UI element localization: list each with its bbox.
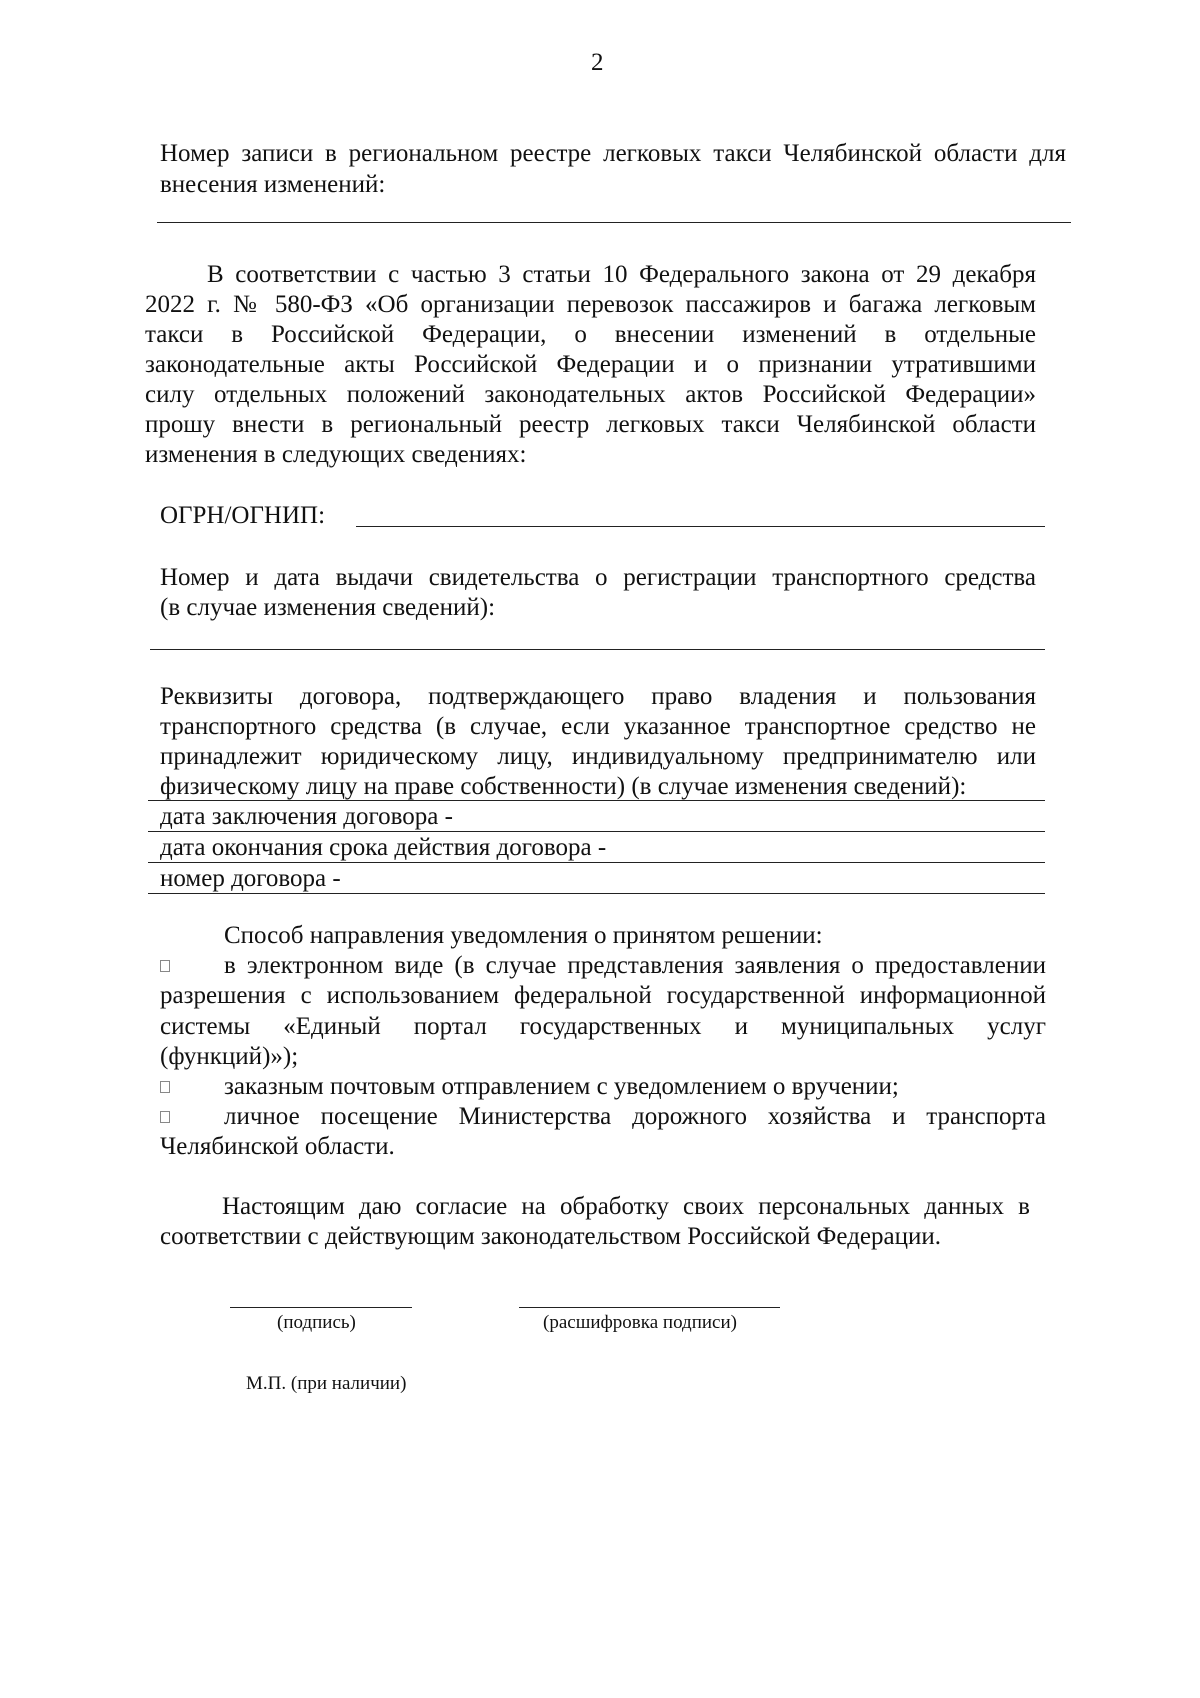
page-number: 2 — [591, 49, 604, 76]
contract-end-date-label: дата окончания срока действия договора - — [160, 834, 607, 861]
contract-number-label: номер договора - — [160, 865, 341, 892]
option-mail: заказным почтовым отправлением с уведомлением о вручении; — [224, 1073, 899, 1100]
request-line-5: силу отдельных положений законодательных актов Российской Федерации» — [145, 381, 1036, 408]
signature-field[interactable] — [230, 1307, 412, 1308]
signature-decode-field[interactable] — [519, 1307, 780, 1308]
option-electronic-line-3: системы «Единый портал государственных и муниципальных услуг — [160, 1013, 1046, 1040]
request-line-2: 2022 г. № 580-ФЗ «Об организации перевозок пассажиров и багажа легковым — [145, 291, 1036, 318]
request-line-4: законодательные акты Российской Федерации и о признании утратившими — [145, 351, 1036, 378]
certificate-field[interactable] — [150, 649, 1045, 650]
consent-line-1: Настоящим даю согласие на обработку своих персональных данных в — [222, 1193, 1030, 1220]
certificate-line-2: (в случае изменения сведений): — [160, 594, 496, 621]
option-electronic-line-4: (функций)»); — [160, 1043, 299, 1070]
signature-label: (подпись) — [277, 1312, 356, 1333]
ogrn-label: ОГРН/ОГНИП: — [160, 502, 326, 529]
signature-decode-label: (расшифровка подписи) — [543, 1312, 737, 1333]
registry-line-1: Номер записи в региональном реестре легковых такси Челябинской области для — [160, 140, 1066, 167]
consent-line-2: соответствии с действующим законодательством Российской Федерации. — [160, 1223, 941, 1250]
registry-line-2: внесения изменений: — [160, 171, 386, 198]
contract-line-2: транспортного средства (в случае, если указанное транспортное средство не — [160, 713, 1036, 740]
contract-line-4: физическому лицу на праве собственности) (в случае изменения сведений): — [160, 773, 967, 800]
option-visit-line-2: Челябинской области. — [160, 1133, 395, 1160]
request-line-6: прошу внести в региональный реестр легковых такси Челябинской области — [145, 411, 1036, 438]
checkbox-mail[interactable] — [160, 1081, 170, 1093]
registry-number-field[interactable] — [157, 222, 1071, 223]
contract-date-label: дата заключения договора - — [160, 803, 453, 830]
request-line-1: В соответствии с частью 3 статьи 10 Федерального закона от 29 декабря — [207, 261, 1036, 288]
notification-heading: Способ направления уведомления о принятом решении: — [224, 922, 823, 949]
stamp-label: М.П. (при наличии) — [246, 1373, 407, 1394]
contract-line-1: Реквизиты договора, подтверждающего право владения и пользования — [160, 683, 1036, 710]
checkbox-electronic[interactable] — [160, 960, 170, 972]
request-line-7: изменения в следующих сведениях: — [145, 441, 527, 468]
option-electronic-line-2: разрешения с использованием федеральной государственной информационной — [160, 982, 1046, 1009]
request-line-3: такси в Российской Федерации, о внесении изменений в отдельные — [145, 321, 1036, 348]
contract-number-field[interactable] — [148, 893, 1045, 894]
option-visit-line-1: личное посещение Министерства дорожного хозяйства и транспорта — [224, 1103, 1046, 1130]
certificate-line-1: Номер и дата выдачи свидетельства о регистрации транспортного средства — [160, 564, 1036, 591]
option-electronic-line-1: в электронном виде (в случае представления заявления о предоставлении — [224, 952, 1046, 979]
checkbox-personal-visit[interactable] — [160, 1111, 170, 1123]
contract-line-3: принадлежит юридическому лицу, индивидуальному предпринимателю или — [160, 743, 1036, 770]
ogrn-field[interactable] — [356, 526, 1045, 527]
